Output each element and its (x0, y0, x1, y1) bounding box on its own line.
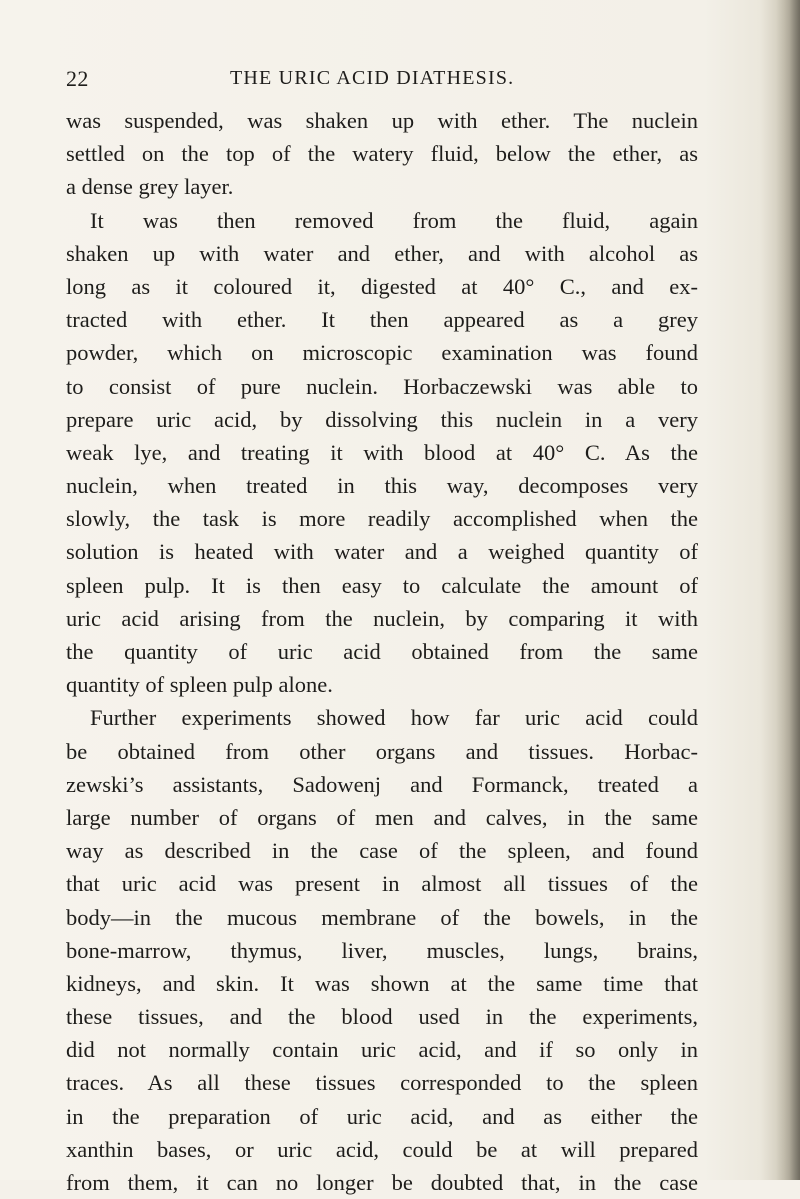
text-line: traces. As all these tissues corresponded to the spleen (66, 1070, 698, 1096)
page-edge-shadow (776, 0, 800, 1180)
text-line: xanthin bases, or uric acid, could be at will prepared (66, 1136, 698, 1162)
text-line: be obtained from other organs and tissues. Horbac- (66, 738, 698, 764)
text-line: bone-marrow, thymus, liver, muscles, lungs, brains, (66, 937, 698, 963)
text-line: the quantity of uric acid obtained from the same (66, 639, 698, 664)
text-line: quantity of spleen pulp alone. (66, 672, 333, 698)
text-line: kidneys, and skin. It was shown at the same time that (66, 970, 698, 996)
text-line: in the preparation of uric acid, and as either the (66, 1103, 698, 1129)
text-line: that uric acid was present in almost all tissues of the (66, 871, 698, 897)
page-number: 22 (66, 66, 89, 91)
text-line: prepare uric acid, by dissolving this nuclein in a very (66, 406, 698, 432)
text-line: shaken up with water and ether, and with alcohol as (66, 240, 698, 266)
page-header (66, 66, 706, 96)
text-line: uric acid arising from the nuclein, by comparing it with (66, 605, 698, 631)
text-line: to consist of pure nuclein. Horbaczewski was able to (66, 373, 698, 399)
text-line: slowly, the task is more readily accomplished when the (66, 506, 698, 532)
text-line: zewski’s assistants, Sadowenj and Formanck, treated a (66, 771, 698, 797)
text-line: did not normally contain uric acid, and if so only in (66, 1037, 698, 1063)
text-line: solution is heated with water and a weighed quantity of (66, 539, 698, 565)
body-text (66, 104, 698, 1199)
text-line: powder, which on microscopic examination was found (66, 340, 698, 366)
text-line: was suspended, was shaken up with ether. The nuclein (66, 108, 698, 133)
text-line: weak lye, and treating it with blood at 40° C. As the (66, 439, 698, 465)
text-line: settled on the top of the watery fluid, below the ether, as (66, 141, 698, 167)
text-line: from them, it can no longer be doubted that, in the case (66, 1170, 698, 1195)
text-line: long as it coloured it, digested at 40° C., and ex- (66, 273, 698, 299)
text-line: large number of organs of men and calves, in the same (66, 804, 698, 830)
text-line: nuclein, when treated in this way, decomposes very (66, 473, 698, 499)
text-line: a dense grey layer. (66, 174, 234, 200)
text-line: It was then removed from the fluid, again (90, 207, 698, 233)
text-line: way as described in the case of the spleen, and found (66, 838, 698, 864)
running-title: THE URIC ACID DIATHESIS. (230, 67, 515, 89)
text-line: spleen pulp. It is then easy to calculate the amount of (66, 572, 698, 598)
text-line: body—in the mucous membrane of the bowels, in the (66, 904, 698, 930)
text-line: Further experiments showed how far uric acid could (90, 705, 698, 731)
text-line: tracted with ether. It then appeared as a grey (66, 307, 698, 333)
text-line: these tissues, and the blood used in the experiments, (66, 1004, 698, 1030)
